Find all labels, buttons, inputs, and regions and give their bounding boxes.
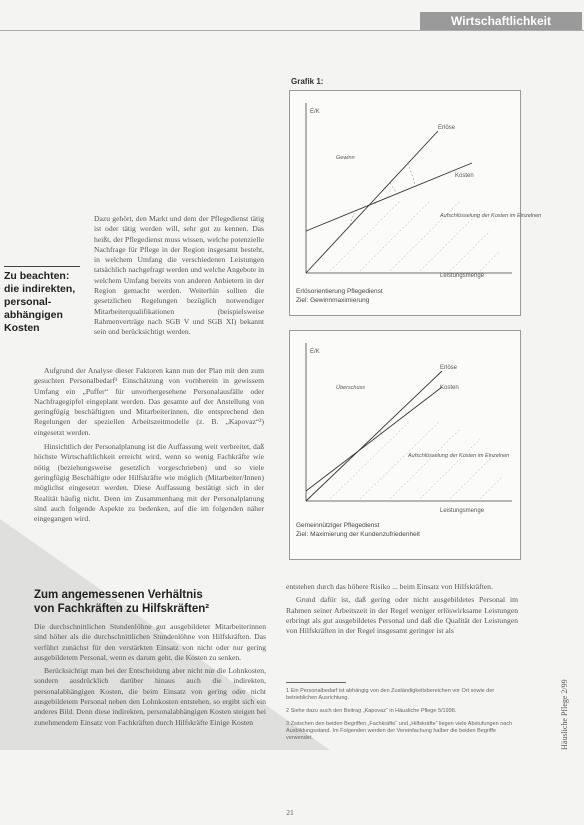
paragraph-market: Dazu gehört, den Markt und dem der Pflegedienst tätig ist oder tätig werden will, sehr gut zu kennen. Das heißt, der Pflegedienst muss wissen, welche potenzielle Nachfrage für Pflege in der Region insgesamt besteht, in welchem Umfang die verschiedenen Leistungen tatsächlich nachgefragt werden und welche Angebote in welchem Umfang bereits von anderen Anbietern in der Region gemacht werden. Weiterhin sollten die gesetzlichen Regelungen bezüglich notwendiger Mitarbeiterqualifikationen (beispielsweise Rahmenverträge nach SGB V und SGB XI) bekannt sein und berücksichtigt werden. [94,214,264,337]
chart2-caption-line: Gemeinnütziger Pflegedienst [296,522,380,529]
chart2-hatch [330,421,502,499]
chart1-kosten-line [306,163,472,231]
chart2-ueberschuss-label: Überschuss [336,385,366,391]
paragraph-indirect-costs: Berücksichtigt man bei der Entscheidung aber nicht nur die Lohnkosten, sondern ausdrücklich darüber hinaus auch die indirekten, personalabhängigen Kosten, die beim Einsatz von gering oder nicht ausgebildetem Personal neben den Lohnkosten entstehen, so ergibt sich ein anderes Bild. Denn diese indirekten, personalabhängigen Kosten steigen bei zunehmendem Einsatz von Fachkräften durch Hilfskräfte Einige Kosten [34,666,266,727]
side-note-line: personal- [4,296,52,308]
chart2-axis-y-label: E/K [310,349,320,355]
left-column-body [34,366,264,524]
page-number: 21 [286,808,294,817]
chart1-gewinn-label: Gewinn [336,155,355,161]
footnote-1: 1 Ein Personalbedarf ist abhängig von den Zuständigkeitsbereichen vor Ort sowie der betrieblichen Ausrichtung. [286,688,495,701]
paragraph-reason: Grund dafür ist, daß gering oder nicht ausgebildetes Personal im Rahmen seiner Arbeitszeit in der Regel weniger erlöswirksame Leistungen erbringt als gut ausgebildetes Personal und daß die Qualität der Leistungen von Hilfskräften in der Regel insgesamt geringer ist als [286,595,518,636]
chart1-caption-line: Erlösorientierung Pflegedienst [296,288,383,295]
side-note-rule [4,266,80,267]
chart1-axis-x-label: Leistungsmenge [440,273,485,279]
chart2-axis-x-label: Leistungsmenge [440,508,485,514]
paragraph-personnel-planning: Hinsichtlich der Personalplanung ist die Auffassung weit verbreitet, daß höchste Wirtschaftlichkeit erreicht wird, wenn so wenig Fachkräfte wie nötig (beziehungsweise gesetzlich vorgeschrieben) und so viele geringfügig Beschäftigte oder Hilfskräfte wie möglich (Mitarbeiter/Innen) möglichst eingesetzt werden. Diese Auffassung bestätigt sich in der Realität häufig nicht. Denn im Zusammenhang mit der Personalplanung sind auch folgende Aspekte zu bedenken, auf die im folgenden näher eingegangen wird. [34,442,264,524]
chart2-kosten-label: Kosten [440,385,459,391]
chart2-caption-line: Ziel: Maximierung der Kundenzufriedenheit [296,531,420,538]
footnotes [286,688,518,742]
chart1-gap-lines [350,163,416,225]
chart2-erloese-label: Erlöse [440,365,458,371]
side-note-line: abhängigen [4,309,63,321]
side-note-line: Zu beachten: [4,270,70,282]
footnote-3: 3 Zwischen den beiden Begriffen „Fachkräfte“ und „Hilfskräfte“ liegen viele Abstufungen nach Ausbildungsstand. Im Folgenden werden der Vereinfachung halber die beiden Begriffe verwendet. [286,721,513,741]
side-note-line: Kosten [4,322,40,334]
section-body [34,622,266,728]
chart1-axis-y-label: E/K [310,109,320,115]
chart2-note-text: Aufschlüsselung der Kosten im Einzelnen [408,453,510,459]
chart2-note-label [407,453,509,459]
chart1-box [289,90,542,316]
paragraph-risk: entstehen durch das höhere Risiko ... beim Einsatz von Hilfskräften. [286,582,493,591]
chart2-erloese-line [306,371,442,501]
chart1-note-text: Aufschlüsselung der Kosten im Einzelnen [440,213,542,219]
chart1-hatch [330,201,500,271]
chart1-title: Grafik 1: [291,77,324,86]
section-heading [34,588,274,616]
side-note-line: die indirekten, [4,283,76,295]
footnote-2: 2 Siehe dazu auch den Beitrag „Kapovaz“ in Häusliche Pflege 5/1998. [286,708,457,714]
section-heading-line: Zum angemessenen Verhältnis [34,589,203,601]
paragraph-analysis: Aufgrund der Analyse dieser Faktoren kann nun der Plan mit den zum gesuchten Personalbedarf¹ Einschätzung von vornherein in gewissem Umfang ein „Puffer“ für unvorhergesehene Personalausfälle oder Nachfragegipfel eingeplant werden. Das gesamte auf der Anstellung von geringfügig beschäftigten und Mitarbeiterinnen, die entsprechend den Regelungen der speziellen Arbeitszeitmodelle (z. B. „Kapovaz“²) eingesetzt werden. [34,366,264,437]
chart1-kosten-label: Kosten [455,173,474,179]
chart1-erloese-line [306,131,438,273]
intro-paragraph-block [94,214,264,338]
side-note [4,270,86,335]
chart1-note-label [439,213,541,219]
chart1-caption-line: Ziel: Gewinnmaximierung [296,297,370,304]
header-section-title: Wirtschaftlichkeit [420,12,582,30]
section-heading-line: von Fachkräften zu Hilfskräften² [34,603,210,615]
right-column-body [286,582,518,636]
paragraph-wages: Die durchschnittlichen Stundenlöhne gut ausgebildeter Mitarbeiterinnen sind höher als die durchschnittlichen Stundenlöhne von Hilfskräften. Das verführt zunächst für den verstärkten Einsatz von nicht oder nur gering ausgebildetem Personal, wenn es darum geht, die Kosten zu senken. [34,622,266,662]
chart1-plot [290,91,542,315]
chart1-caption [296,287,383,305]
journal-label: Häusliche Pflege 2/99 [560,679,569,750]
chart2-caption [296,521,420,539]
footnote-rule [286,682,346,683]
chart1-erloese-label: Erlöse [438,125,456,131]
header-rule [0,30,584,31]
chart2-box [289,330,521,560]
